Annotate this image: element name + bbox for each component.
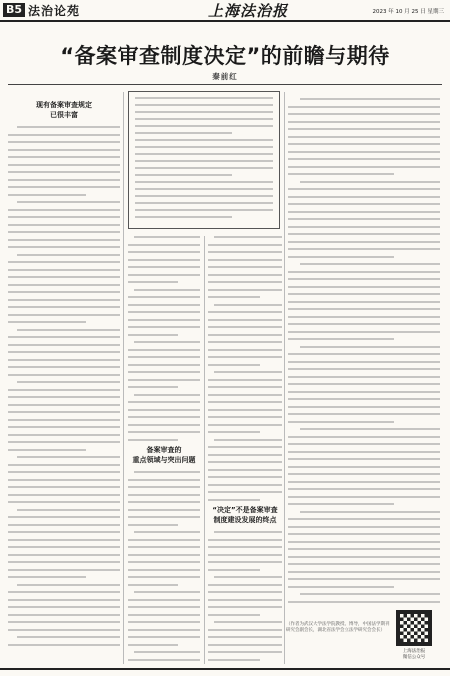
text-line-placeholder bbox=[288, 196, 440, 198]
text-line-placeholder bbox=[8, 539, 120, 541]
text-line-placeholder bbox=[208, 311, 282, 313]
article-column-1 bbox=[8, 98, 120, 663]
text-line-placeholder bbox=[288, 413, 440, 415]
text-line-placeholder bbox=[288, 256, 394, 258]
text-line-placeholder bbox=[208, 539, 282, 541]
text-line-placeholder bbox=[8, 134, 120, 136]
text-line-placeholder bbox=[288, 541, 440, 543]
text-line-placeholder bbox=[135, 111, 273, 113]
text-line-placeholder bbox=[288, 331, 440, 333]
text-line-placeholder bbox=[288, 398, 440, 400]
text-line-placeholder bbox=[288, 563, 440, 565]
text-line-placeholder bbox=[208, 659, 260, 661]
text-line-placeholder bbox=[134, 651, 200, 653]
text-line-placeholder bbox=[288, 421, 394, 423]
text-line-placeholder bbox=[208, 394, 282, 396]
text-line-placeholder bbox=[208, 379, 282, 381]
text-line-placeholder bbox=[128, 274, 200, 276]
text-line-placeholder bbox=[8, 216, 120, 218]
qr-code-label: 上海法治报 微信公众号 bbox=[402, 649, 426, 660]
text-line-placeholder bbox=[288, 151, 440, 153]
text-line-placeholder bbox=[8, 351, 120, 353]
text-line-placeholder bbox=[128, 334, 178, 336]
text-line-placeholder bbox=[128, 259, 200, 261]
text-line-placeholder bbox=[128, 479, 200, 481]
text-line-placeholder bbox=[135, 132, 232, 134]
text-line-placeholder bbox=[208, 629, 282, 631]
text-line-placeholder bbox=[135, 139, 273, 141]
text-line-placeholder bbox=[288, 586, 394, 588]
text-line-placeholder bbox=[288, 451, 440, 453]
article-headline: “备案审查制度决定”的前瞻与期待 bbox=[60, 44, 390, 68]
text-line-placeholder bbox=[214, 621, 282, 623]
text-line-placeholder bbox=[288, 601, 440, 603]
text-line-placeholder bbox=[288, 361, 440, 363]
text-line-placeholder bbox=[208, 364, 260, 366]
text-line-placeholder bbox=[208, 409, 282, 411]
text-line-placeholder bbox=[8, 531, 120, 533]
text-line-placeholder bbox=[288, 376, 440, 378]
text-line-placeholder bbox=[208, 244, 282, 246]
text-line-placeholder bbox=[208, 636, 282, 638]
text-line-placeholder bbox=[208, 326, 282, 328]
text-line-placeholder bbox=[288, 166, 440, 168]
page-number: B5 bbox=[3, 3, 25, 17]
text-line-placeholder bbox=[17, 584, 120, 586]
text-line-placeholder bbox=[134, 591, 200, 593]
text-line-placeholder bbox=[128, 356, 200, 358]
text-line-placeholder bbox=[8, 441, 120, 443]
article-column-3 bbox=[208, 236, 282, 664]
text-line-placeholder bbox=[288, 526, 440, 528]
text-line-placeholder bbox=[134, 531, 200, 533]
issue-date: 2023 年 10 月 25 日 星期三 bbox=[372, 9, 444, 15]
text-line-placeholder bbox=[8, 314, 120, 316]
text-line-placeholder bbox=[208, 319, 282, 321]
text-line-placeholder bbox=[17, 636, 120, 638]
text-line-placeholder bbox=[8, 479, 120, 481]
text-line-placeholder bbox=[288, 556, 440, 558]
text-line-placeholder bbox=[288, 473, 440, 475]
text-line-placeholder bbox=[288, 316, 440, 318]
article-column-4 bbox=[288, 98, 440, 616]
text-line-placeholder bbox=[135, 216, 232, 218]
text-line-placeholder bbox=[17, 509, 120, 511]
article-byline: 秦前红 bbox=[212, 72, 238, 81]
text-line-placeholder bbox=[208, 401, 282, 403]
text-line-placeholder bbox=[8, 299, 120, 301]
text-line-placeholder bbox=[128, 554, 200, 556]
text-line-placeholder bbox=[128, 379, 200, 381]
text-line-placeholder bbox=[128, 266, 200, 268]
text-line-placeholder bbox=[214, 371, 282, 373]
text-line-placeholder bbox=[208, 289, 282, 291]
section-heading-2: 备案审查的 重点领域与突出问题 bbox=[132, 446, 196, 464]
section-name: 法治论苑 bbox=[28, 4, 81, 18]
text-line-placeholder bbox=[208, 644, 282, 646]
text-line-placeholder bbox=[288, 308, 440, 310]
text-line-placeholder bbox=[128, 319, 200, 321]
text-line-placeholder bbox=[128, 599, 200, 601]
text-line-placeholder bbox=[135, 202, 273, 204]
text-line-placeholder bbox=[128, 401, 200, 403]
section-heading-3: “决定”不是备案审查 制度建设发展的终点 bbox=[212, 506, 278, 524]
text-line-placeholder bbox=[8, 464, 120, 466]
text-line-placeholder bbox=[128, 439, 178, 441]
text-line-placeholder bbox=[208, 476, 282, 478]
text-line-placeholder bbox=[300, 98, 440, 100]
text-line-placeholder bbox=[17, 254, 120, 256]
text-line-placeholder bbox=[208, 274, 282, 276]
text-line-placeholder bbox=[8, 276, 120, 278]
text-line-placeholder bbox=[8, 591, 120, 593]
text-line-placeholder bbox=[128, 364, 200, 366]
text-line-placeholder bbox=[288, 488, 440, 490]
text-line-placeholder bbox=[128, 424, 200, 426]
text-line-placeholder bbox=[208, 424, 282, 426]
text-line-placeholder bbox=[288, 353, 440, 355]
text-line-placeholder bbox=[8, 179, 120, 181]
section-heading-1: 现有备案审查规定 已很丰富 bbox=[36, 101, 92, 119]
text-line-placeholder bbox=[8, 629, 120, 631]
text-line-placeholder bbox=[288, 286, 440, 288]
text-line-placeholder bbox=[128, 576, 200, 578]
text-line-placeholder bbox=[214, 304, 282, 306]
text-line-placeholder bbox=[300, 593, 440, 595]
text-line-placeholder bbox=[128, 409, 200, 411]
text-line-placeholder bbox=[135, 153, 273, 155]
text-line-placeholder bbox=[208, 431, 260, 433]
text-line-placeholder bbox=[214, 576, 282, 578]
text-line-placeholder bbox=[214, 531, 282, 533]
text-line-placeholder bbox=[300, 181, 440, 183]
text-line-placeholder bbox=[208, 614, 260, 616]
text-line-placeholder bbox=[135, 209, 273, 211]
text-line-placeholder bbox=[288, 368, 440, 370]
text-line-placeholder bbox=[288, 481, 440, 483]
text-line-placeholder bbox=[8, 389, 120, 391]
text-line-placeholder bbox=[128, 486, 200, 488]
text-line-placeholder bbox=[128, 311, 200, 313]
text-line-placeholder bbox=[288, 271, 440, 273]
text-line-placeholder bbox=[128, 244, 200, 246]
text-line-placeholder bbox=[288, 338, 394, 340]
text-line-placeholder bbox=[8, 141, 120, 143]
text-line-placeholder bbox=[288, 106, 440, 108]
text-line-placeholder bbox=[288, 203, 440, 205]
text-line-placeholder bbox=[288, 233, 440, 235]
text-line-placeholder bbox=[128, 561, 200, 563]
text-line-placeholder bbox=[128, 326, 200, 328]
article-column-2 bbox=[128, 236, 200, 664]
text-line-placeholder bbox=[208, 341, 282, 343]
text-line-placeholder bbox=[300, 428, 440, 430]
text-line-placeholder bbox=[208, 651, 282, 653]
text-line-placeholder bbox=[17, 126, 120, 128]
text-line-placeholder bbox=[8, 554, 120, 556]
text-line-placeholder bbox=[8, 606, 120, 608]
text-line-placeholder bbox=[208, 499, 260, 501]
text-line-placeholder bbox=[288, 443, 440, 445]
column-divider bbox=[204, 236, 205, 664]
text-line-placeholder bbox=[128, 636, 200, 638]
author-note: （作者为武汉大学法学院教授、博导，中国法学期刊研究会副会长，湖北省法学会立法学研究会会长） bbox=[286, 622, 390, 633]
text-line-placeholder bbox=[8, 576, 86, 578]
text-line-placeholder bbox=[208, 281, 282, 283]
qr-code bbox=[396, 610, 432, 646]
text-line-placeholder bbox=[208, 606, 282, 608]
text-line-placeholder bbox=[288, 211, 440, 213]
text-line-placeholder bbox=[17, 456, 120, 458]
text-line-placeholder bbox=[208, 251, 282, 253]
text-line-placeholder bbox=[8, 269, 120, 271]
text-line-placeholder bbox=[208, 454, 282, 456]
text-line-placeholder bbox=[208, 416, 282, 418]
text-line-placeholder bbox=[8, 261, 120, 263]
text-line-placeholder bbox=[135, 125, 273, 127]
text-line-placeholder bbox=[288, 496, 440, 498]
text-line-placeholder bbox=[8, 494, 120, 496]
text-line-placeholder bbox=[288, 391, 440, 393]
text-line-placeholder bbox=[8, 321, 86, 323]
text-line-placeholder bbox=[128, 371, 200, 373]
text-line-placeholder bbox=[128, 416, 200, 418]
text-line-placeholder bbox=[288, 436, 440, 438]
text-line-placeholder bbox=[8, 546, 120, 548]
text-line-placeholder bbox=[288, 121, 440, 123]
text-line-placeholder bbox=[208, 469, 282, 471]
text-line-placeholder bbox=[128, 516, 200, 518]
text-line-placeholder bbox=[135, 97, 273, 99]
text-line-placeholder bbox=[128, 296, 200, 298]
text-line-placeholder bbox=[208, 569, 260, 571]
text-line-placeholder bbox=[17, 201, 120, 203]
column-divider bbox=[123, 92, 124, 664]
text-line-placeholder bbox=[8, 471, 120, 473]
text-line-placeholder bbox=[300, 511, 440, 513]
text-line-placeholder bbox=[214, 439, 282, 441]
column-divider bbox=[284, 92, 285, 664]
text-line-placeholder bbox=[8, 344, 120, 346]
text-line-placeholder bbox=[8, 524, 120, 526]
text-line-placeholder bbox=[288, 158, 440, 160]
text-line-placeholder bbox=[135, 118, 273, 120]
text-line-placeholder bbox=[208, 461, 282, 463]
text-line-placeholder bbox=[17, 381, 120, 383]
text-line-placeholder bbox=[300, 263, 440, 265]
text-line-placeholder bbox=[134, 289, 200, 291]
text-line-placeholder bbox=[128, 629, 200, 631]
text-line-placeholder bbox=[8, 284, 120, 286]
text-line-placeholder bbox=[134, 341, 200, 343]
text-line-placeholder bbox=[8, 239, 120, 241]
text-line-placeholder bbox=[208, 266, 282, 268]
text-line-placeholder bbox=[8, 486, 120, 488]
text-line-placeholder bbox=[288, 518, 440, 520]
text-line-placeholder bbox=[8, 149, 120, 151]
text-line-placeholder bbox=[208, 584, 282, 586]
text-line-placeholder bbox=[288, 466, 440, 468]
text-line-placeholder bbox=[8, 501, 120, 503]
newspaper-logo: 上海法治报 bbox=[208, 2, 289, 20]
text-line-placeholder bbox=[208, 356, 282, 358]
text-line-placeholder bbox=[8, 306, 120, 308]
text-line-placeholder bbox=[208, 259, 282, 261]
text-line-placeholder bbox=[128, 281, 178, 283]
text-line-placeholder bbox=[288, 241, 440, 243]
text-line-placeholder bbox=[135, 195, 273, 197]
text-line-placeholder bbox=[128, 386, 178, 388]
text-line-placeholder bbox=[135, 167, 273, 169]
text-line-placeholder bbox=[288, 503, 394, 505]
text-line-placeholder bbox=[208, 349, 282, 351]
text-line-placeholder bbox=[128, 494, 200, 496]
text-line-placeholder bbox=[8, 246, 120, 248]
text-line-placeholder bbox=[8, 171, 120, 173]
text-line-placeholder bbox=[128, 349, 200, 351]
text-line-placeholder bbox=[208, 554, 282, 556]
text-line-placeholder bbox=[288, 548, 440, 550]
text-line-placeholder bbox=[8, 291, 120, 293]
text-line-placeholder bbox=[288, 383, 440, 385]
text-line-placeholder bbox=[8, 374, 120, 376]
text-line-placeholder bbox=[208, 334, 282, 336]
text-line-placeholder bbox=[288, 226, 440, 228]
text-line-placeholder bbox=[8, 599, 120, 601]
text-line-placeholder bbox=[8, 224, 120, 226]
text-line-placeholder bbox=[8, 156, 120, 158]
text-line-placeholder bbox=[288, 571, 440, 573]
text-line-placeholder bbox=[135, 174, 232, 176]
text-line-placeholder bbox=[17, 329, 120, 331]
text-line-placeholder bbox=[208, 386, 282, 388]
text-line-placeholder bbox=[214, 236, 282, 238]
text-line-placeholder bbox=[8, 426, 120, 428]
text-line-placeholder bbox=[128, 251, 200, 253]
text-line-placeholder bbox=[128, 501, 200, 503]
text-line-placeholder bbox=[8, 569, 120, 571]
text-line-placeholder bbox=[134, 394, 200, 396]
text-line-placeholder bbox=[288, 113, 440, 115]
text-line-placeholder bbox=[208, 484, 282, 486]
text-line-placeholder bbox=[288, 218, 440, 220]
text-line-placeholder bbox=[8, 614, 120, 616]
text-line-placeholder bbox=[288, 278, 440, 280]
text-line-placeholder bbox=[135, 188, 273, 190]
text-line-placeholder bbox=[8, 396, 120, 398]
text-line-placeholder bbox=[8, 336, 120, 338]
text-line-placeholder bbox=[8, 194, 86, 196]
headline-divider bbox=[8, 84, 442, 85]
masthead bbox=[0, 0, 450, 22]
text-line-placeholder bbox=[288, 301, 440, 303]
text-line-placeholder bbox=[128, 304, 200, 306]
text-line-placeholder bbox=[8, 419, 120, 421]
bottom-rule bbox=[0, 668, 450, 670]
text-line-placeholder bbox=[128, 546, 200, 548]
text-line-placeholder bbox=[288, 458, 440, 460]
text-line-placeholder bbox=[128, 431, 200, 433]
text-line-placeholder bbox=[135, 146, 273, 148]
text-line-placeholder bbox=[134, 236, 200, 238]
text-line-placeholder bbox=[288, 578, 440, 580]
text-line-placeholder bbox=[208, 446, 282, 448]
text-line-placeholder bbox=[128, 606, 200, 608]
text-line-placeholder bbox=[135, 181, 273, 183]
text-line-placeholder bbox=[288, 248, 440, 250]
text-line-placeholder bbox=[208, 296, 260, 298]
text-line-placeholder bbox=[288, 323, 440, 325]
text-line-placeholder bbox=[8, 404, 120, 406]
text-line-placeholder bbox=[288, 406, 440, 408]
text-line-placeholder bbox=[128, 644, 178, 646]
text-line-placeholder bbox=[128, 569, 200, 571]
text-line-placeholder bbox=[8, 434, 120, 436]
text-line-placeholder bbox=[128, 584, 178, 586]
text-line-placeholder bbox=[208, 546, 282, 548]
text-line-placeholder bbox=[8, 644, 120, 646]
text-line-placeholder bbox=[288, 143, 440, 145]
text-line-placeholder bbox=[288, 188, 440, 190]
text-line-placeholder bbox=[208, 599, 282, 601]
text-line-placeholder bbox=[8, 561, 120, 563]
summary-box bbox=[128, 91, 280, 229]
text-line-placeholder bbox=[8, 516, 120, 518]
text-line-placeholder bbox=[128, 621, 200, 623]
text-line-placeholder bbox=[8, 209, 120, 211]
text-line-placeholder bbox=[288, 533, 440, 535]
text-line-placeholder bbox=[128, 659, 200, 661]
text-line-placeholder bbox=[288, 128, 440, 130]
text-line-placeholder bbox=[8, 411, 120, 413]
text-line-placeholder bbox=[288, 293, 440, 295]
text-line-placeholder bbox=[8, 449, 86, 451]
text-line-placeholder bbox=[8, 366, 120, 368]
text-line-placeholder bbox=[135, 160, 273, 162]
text-line-placeholder bbox=[288, 136, 440, 138]
text-line-placeholder bbox=[208, 591, 282, 593]
text-line-placeholder bbox=[128, 539, 200, 541]
text-line-placeholder bbox=[128, 524, 178, 526]
text-line-placeholder bbox=[288, 173, 394, 175]
text-line-placeholder bbox=[8, 621, 120, 623]
text-line-placeholder bbox=[134, 471, 200, 473]
text-line-placeholder bbox=[208, 561, 282, 563]
text-line-placeholder bbox=[128, 614, 200, 616]
text-line-placeholder bbox=[128, 509, 200, 511]
text-line-placeholder bbox=[135, 104, 273, 106]
text-line-placeholder bbox=[8, 186, 120, 188]
text-line-placeholder bbox=[8, 359, 120, 361]
text-line-placeholder bbox=[8, 164, 120, 166]
text-line-placeholder bbox=[300, 346, 440, 348]
text-line-placeholder bbox=[208, 491, 282, 493]
text-line-placeholder bbox=[8, 231, 120, 233]
